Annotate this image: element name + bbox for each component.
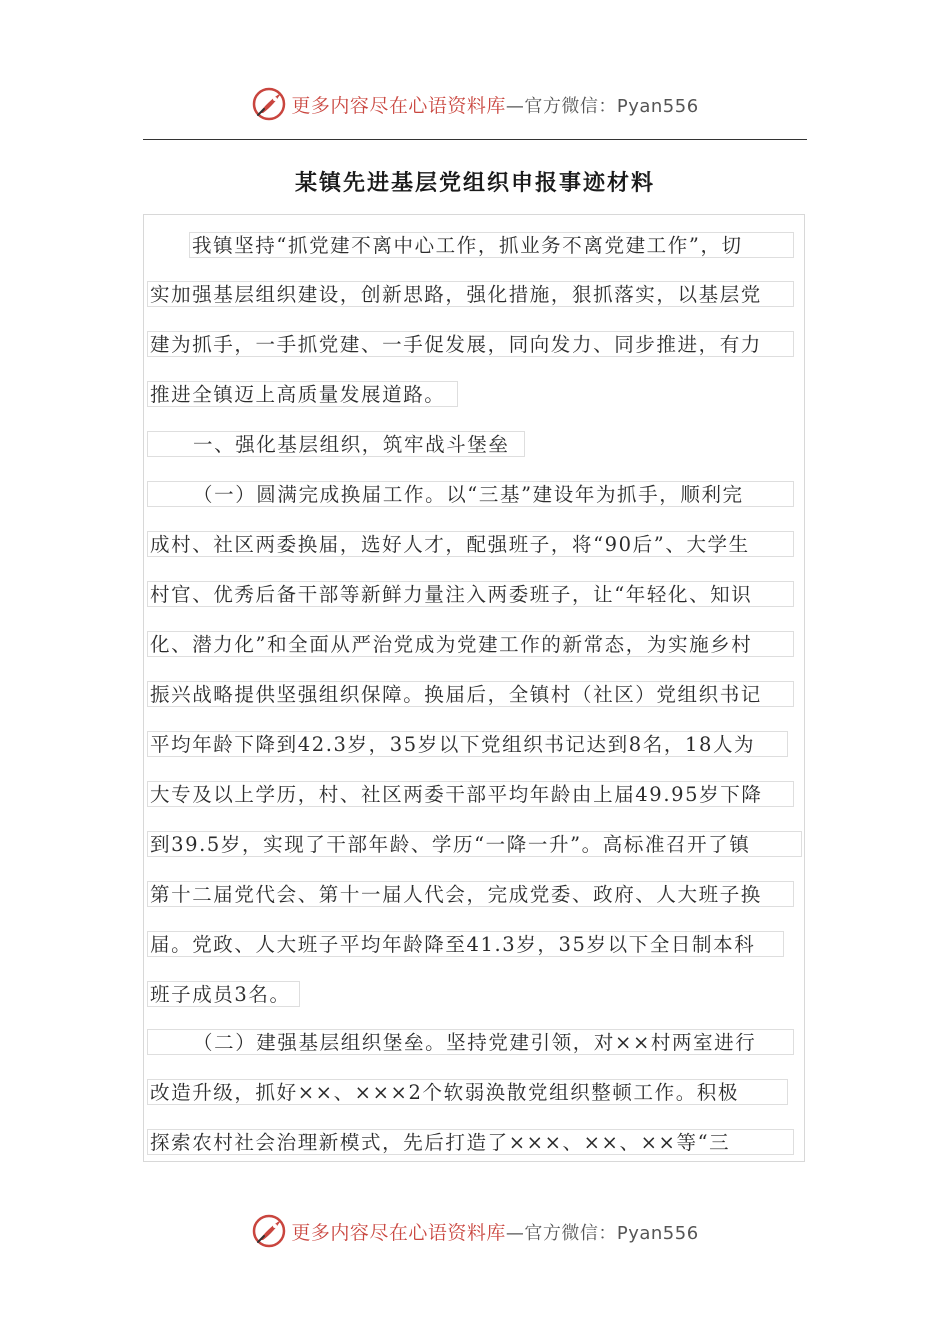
text-line: 我镇坚持“抓党建不离中心工作，抓业务不离党建工作”，切	[189, 232, 794, 258]
section-heading: 一、强化基层组织，筑牢战斗堡垒	[147, 431, 525, 457]
quill-logo-icon	[251, 86, 287, 122]
text-line: 第十二届党代会、第十一届人代会，完成党委、政府、人大班子换	[147, 881, 794, 907]
banner-separator: —	[505, 1222, 525, 1244]
header-banner	[0, 84, 950, 124]
banner-text	[291, 91, 698, 118]
banner-highlight: 更多内容尽在心语资料库	[291, 1221, 506, 1244]
document-title: 某镇先进基层党组织申报事迹材料	[294, 170, 655, 196]
banner-label: 官方微信：	[524, 1222, 617, 1244]
text-line: （一）圆满完成换届工作。以“三基”建设年为抓手，顺利完	[147, 481, 794, 507]
banner-text	[291, 1218, 698, 1245]
banner-wechat-id: Pyan556	[616, 1222, 699, 1244]
text-line: 到39.5岁，实现了干部年龄、学历“一降一升”。高标准召开了镇	[147, 831, 802, 857]
text-line: 推进全镇迈上高质量发展道路。	[147, 381, 458, 407]
text-line: 平均年龄下降到42.3岁，35岁以下党组织书记达到8名，18人为	[147, 731, 788, 757]
text-line: 实加强基层组织建设，创新思路，强化措施，狠抓落实，以基层党	[147, 281, 794, 307]
banner-wechat-id: Pyan556	[616, 95, 699, 117]
text-line: （二）建强基层组织堡垒。坚持党建引领，对××村两室进行	[147, 1029, 794, 1055]
text-line: 成村、社区两委换届，选好人才，配强班子，将“90后”、大学生	[147, 531, 794, 557]
text-line: 振兴战略提供坚强组织保障。换届后，全镇村（社区）党组织书记	[147, 681, 794, 707]
banner-highlight: 更多内容尽在心语资料库	[291, 94, 506, 117]
text-line: 化、潜力化”和全面从严治党成为党建工作的新常态，为实施乡村	[147, 631, 794, 657]
text-line: 届。党政、人大班子平均年龄降至41.3岁，35岁以下全日制本科	[147, 931, 784, 957]
text-line: 改造升级，抓好××、×××2个软弱涣散党组织整顿工作。积极	[147, 1079, 788, 1105]
header-divider	[143, 139, 807, 140]
banner-separator: —	[505, 95, 525, 117]
text-line: 探索农村社会治理新模式，先后打造了×××、××、××等“三	[147, 1129, 794, 1155]
text-line: 班子成员3名。	[147, 981, 300, 1007]
text-line: 村官、优秀后备干部等新鲜力量注入两委班子，让“年轻化、知识	[147, 581, 794, 607]
footer-banner	[0, 1211, 950, 1251]
text-line: 大专及以上学历，村、社区两委干部平均年龄由上届49.95岁下降	[147, 781, 794, 807]
quill-logo-icon	[251, 1213, 287, 1249]
document-body	[143, 214, 805, 1162]
text-line: 建为抓手，一手抓党建、一手促发展，同向发力、同步推进，有力	[147, 331, 794, 357]
banner-label: 官方微信：	[524, 95, 617, 117]
